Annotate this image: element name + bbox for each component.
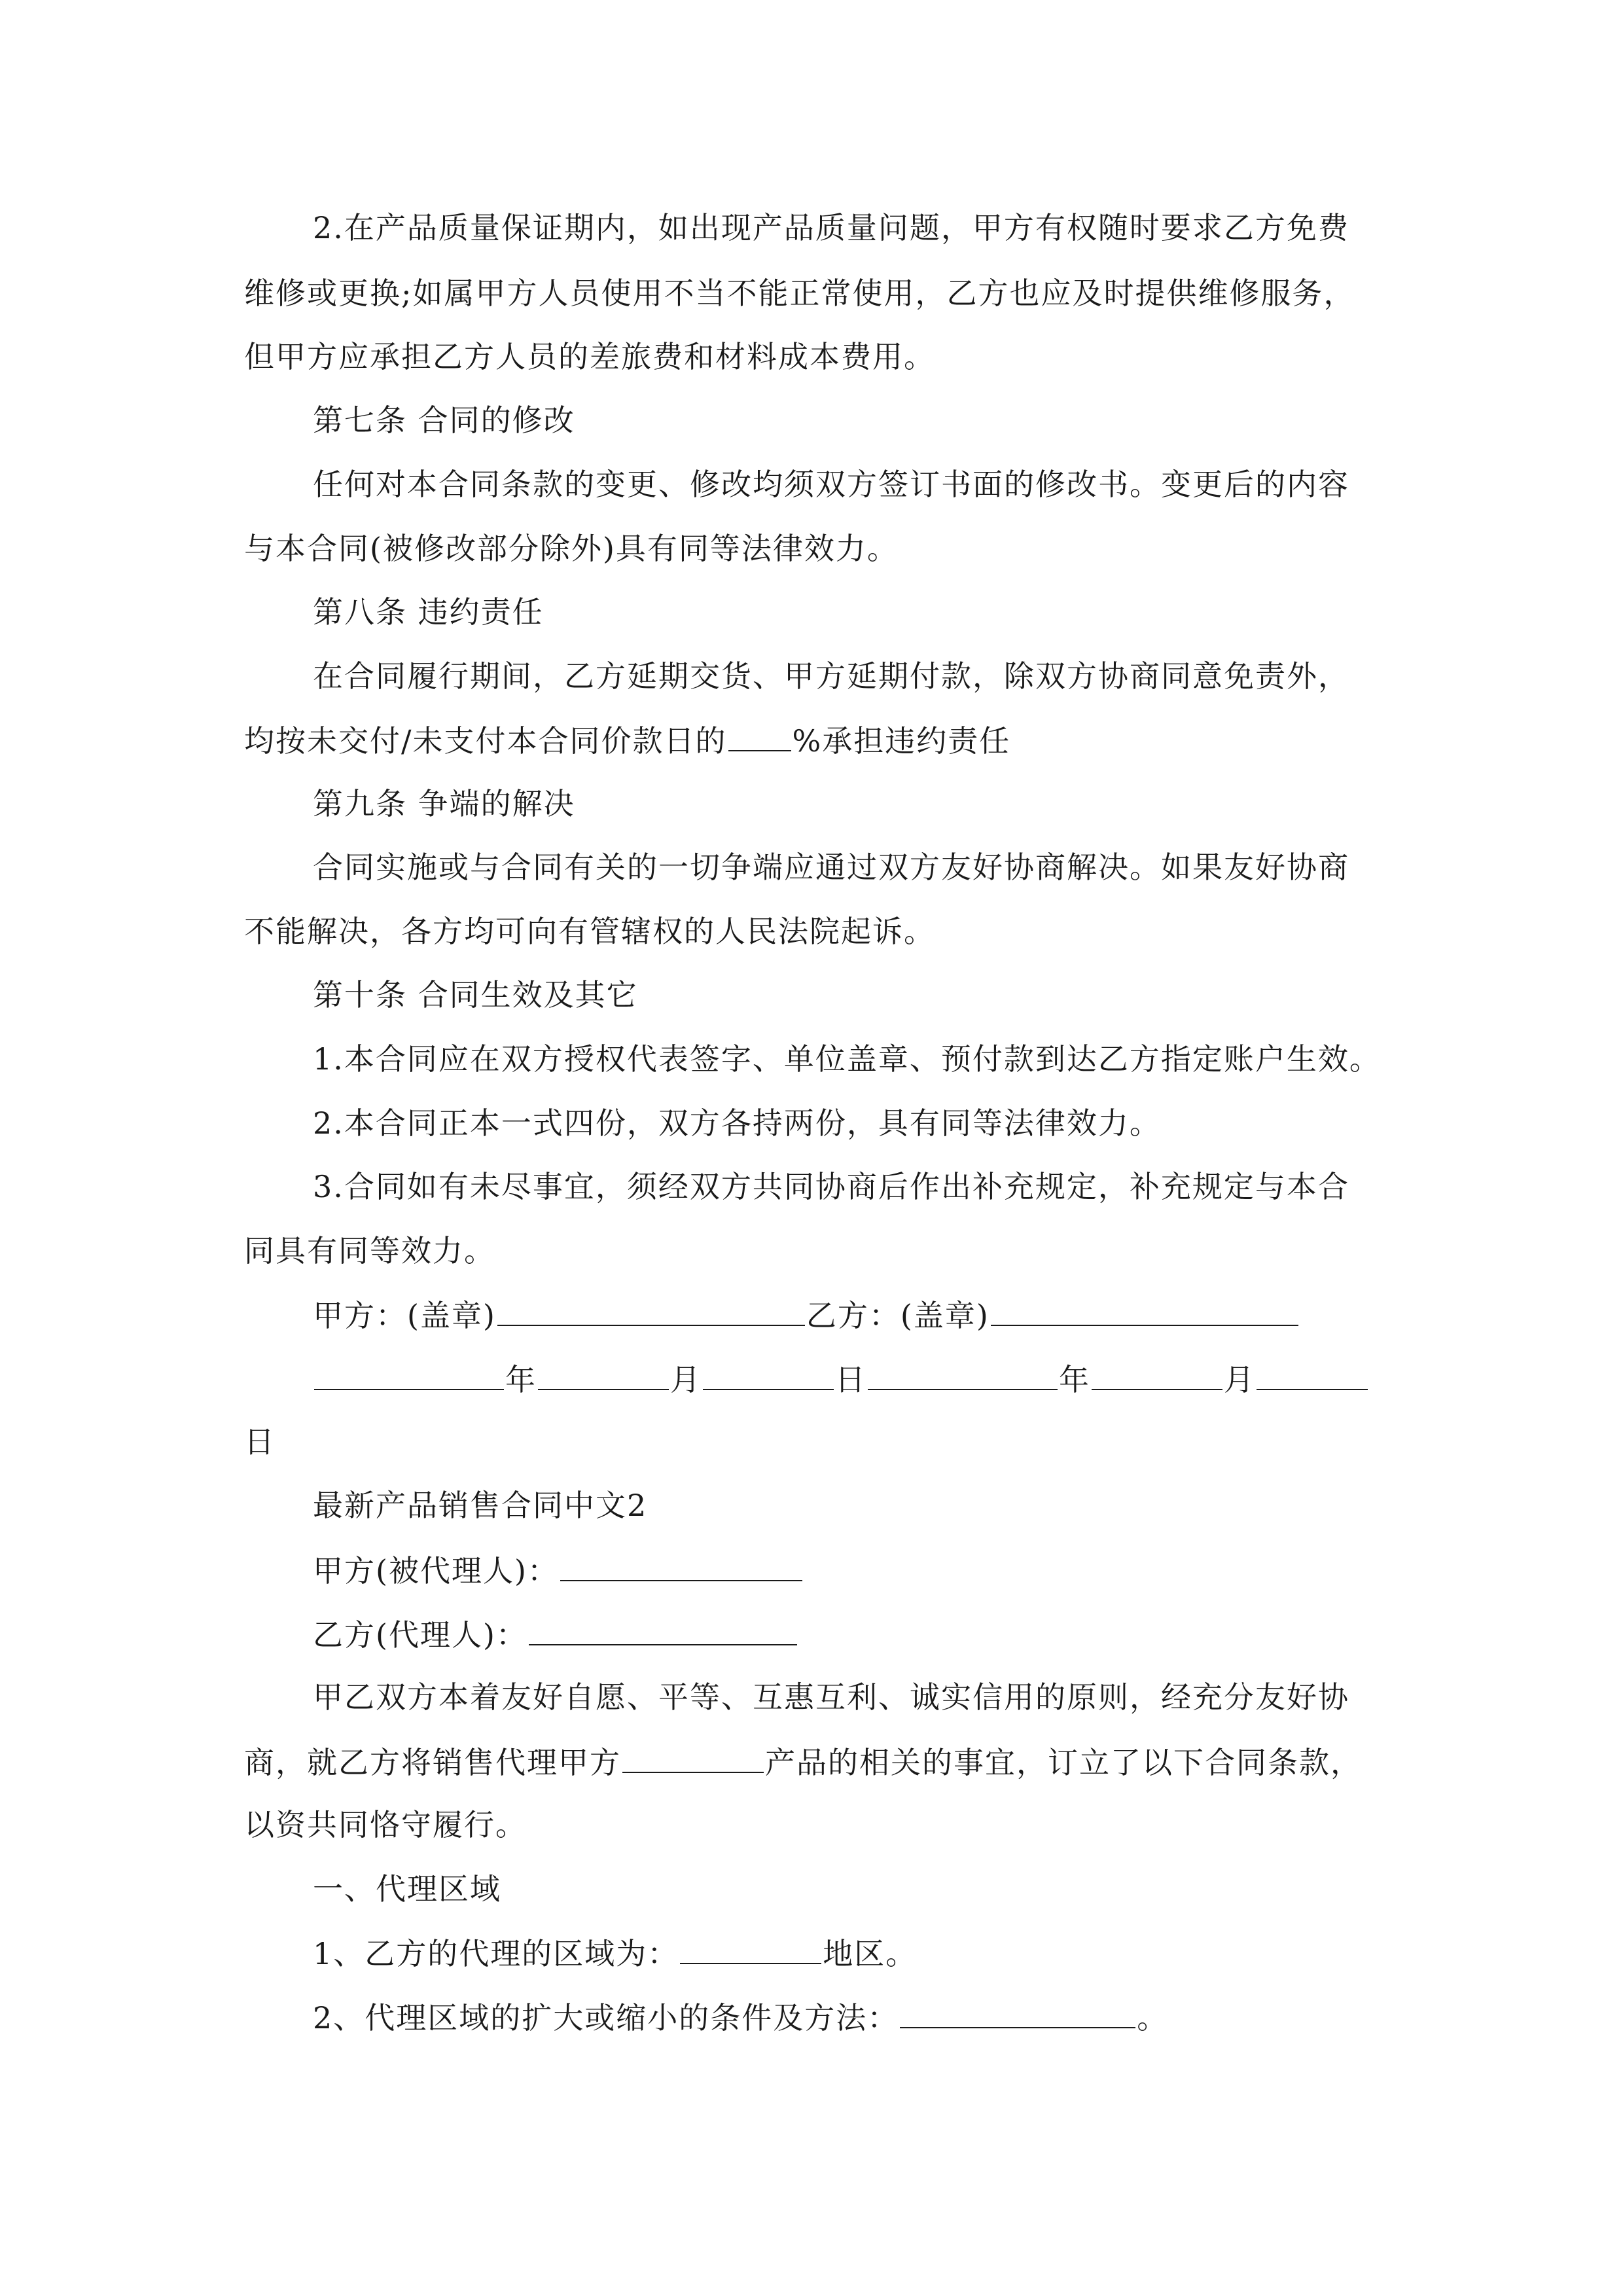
text: 但甲方应承担乙方人员的差旅费和材料成本费用。 [244, 339, 935, 374]
party-a-blank[interactable] [560, 1550, 802, 1581]
text: 乙方(代理人)： [313, 1617, 527, 1653]
paragraph-line [244, 912, 1383, 951]
document-title [313, 1486, 1452, 1525]
product-blank[interactable] [622, 1742, 764, 1773]
text: 日 [835, 1362, 866, 1397]
text: 维修或更换;如属甲方人员使用不当不能正常使用，乙方也应及时提供维修服务， [244, 276, 1355, 311]
text: 1.本合同应在双方授权代表签字、单位盖章、预付款到达乙方指定账户生效。 [313, 1041, 1381, 1077]
text: 与本合同(被修改部分除外)具有同等法律效力。 [244, 531, 899, 566]
text: 同具有同等效力。 [244, 1233, 495, 1268]
paragraph-line [313, 1103, 1452, 1143]
paragraph-line [244, 274, 1383, 313]
party-b-seal-blank[interactable] [991, 1295, 1298, 1326]
paragraph-line [313, 848, 1452, 887]
text: 不能解决，各方均可向有管辖权的人民法院起诉。 [244, 914, 935, 949]
text: 2、代理区域的扩大或缩小的条件及方法： [313, 2000, 899, 2036]
paragraph-line [244, 720, 1383, 761]
paragraph-line [313, 1039, 1452, 1079]
text: 任何对本合同条款的变更、修改均须双方签订书面的修改书。变更后的内容 [313, 467, 1349, 502]
paragraph-line [244, 337, 1383, 376]
text: 2.在产品质量保证期内，如出现产品质量问题，甲方有权随时要求乙方免费 [313, 210, 1349, 245]
text: 3.合同如有未尽事宜，须经双方共同协商后作出补充规定，补充规定与本合 [313, 1169, 1349, 1204]
conditions-blank[interactable] [900, 1997, 1135, 2028]
year-blank[interactable] [868, 1359, 1058, 1390]
paragraph-line [313, 465, 1452, 504]
month-blank[interactable] [538, 1359, 669, 1390]
paragraph-line [313, 208, 1452, 247]
region-blank[interactable] [680, 1933, 821, 1964]
text: 。 [1137, 2000, 1169, 2036]
date-line [313, 1359, 1452, 1399]
section-heading [313, 975, 1452, 1014]
paragraph-line [313, 1167, 1452, 1206]
text: 日 [244, 1424, 276, 1460]
text: %承担违约责任 [792, 723, 1011, 759]
party-b-blank[interactable] [529, 1614, 797, 1645]
paragraph-line [244, 1805, 1383, 1844]
text: 甲乙双方本着友好自愿、平等、互惠互利、诚实信用的原则，经充分友好协 [313, 1679, 1349, 1715]
text: 最新产品销售合同中文2 [313, 1488, 648, 1523]
section-heading [313, 784, 1452, 823]
text: 月 [1224, 1362, 1255, 1397]
paragraph-line [244, 529, 1383, 568]
text: 1、乙方的代理的区域为： [313, 1936, 679, 1971]
text: 在合同履行期间，乙方延期交货、甲方延期付款，除双方协商同意免责外， [313, 658, 1349, 694]
text: 一、代理区域 [313, 1871, 501, 1907]
paragraph-line [313, 1997, 1452, 2037]
paragraph-line [313, 1933, 1452, 1973]
text: 2.本合同正本一式四份，双方各持两份，具有同等法律效力。 [313, 1105, 1161, 1141]
month-blank[interactable] [1092, 1359, 1222, 1390]
party-a-seal-label: 甲方：(盖章) [313, 1298, 496, 1333]
signature-line [313, 1295, 1452, 1335]
text: 甲方(被代理人)： [313, 1553, 559, 1588]
text: 合同实施或与合同有关的一切争端应通过双方友好协商解决。如果友好协商 [313, 850, 1349, 885]
text: 商，就乙方将销售代理甲方 [244, 1745, 621, 1780]
fill-blank[interactable] [728, 720, 791, 751]
paragraph-line [244, 1422, 1383, 1462]
paragraph-line [244, 1231, 1383, 1270]
text: 产品的相关的事宜，订立了以下合同条款， [765, 1745, 1362, 1780]
party-line [313, 1550, 1452, 1590]
section-heading [313, 1869, 1452, 1909]
year-blank[interactable] [314, 1359, 504, 1390]
text: 第九条 争端的解决 [313, 786, 575, 821]
text: 第十条 合同生效及其它 [313, 977, 638, 1013]
text: 月 [670, 1362, 702, 1397]
text: 年 [1059, 1362, 1090, 1397]
day-blank[interactable] [703, 1359, 834, 1390]
text: 均按未交付/未支付本合同价款日的 [244, 723, 727, 759]
paragraph-line [313, 1677, 1452, 1717]
text: 以资共同恪守履行。 [244, 1807, 527, 1842]
party-line [313, 1614, 1452, 1655]
paragraph-line [313, 656, 1452, 696]
text: 第七条 合同的修改 [313, 403, 575, 438]
text: 年 [505, 1362, 537, 1397]
day-blank[interactable] [1257, 1359, 1368, 1390]
section-heading [313, 592, 1452, 632]
text: 第八条 违约责任 [313, 594, 544, 630]
party-a-seal-blank[interactable] [497, 1295, 805, 1326]
paragraph-line [244, 1742, 1383, 1782]
section-heading [313, 401, 1452, 440]
party-b-seal-label: 乙方：(盖章) [806, 1298, 990, 1333]
text: 地区。 [823, 1936, 918, 1971]
